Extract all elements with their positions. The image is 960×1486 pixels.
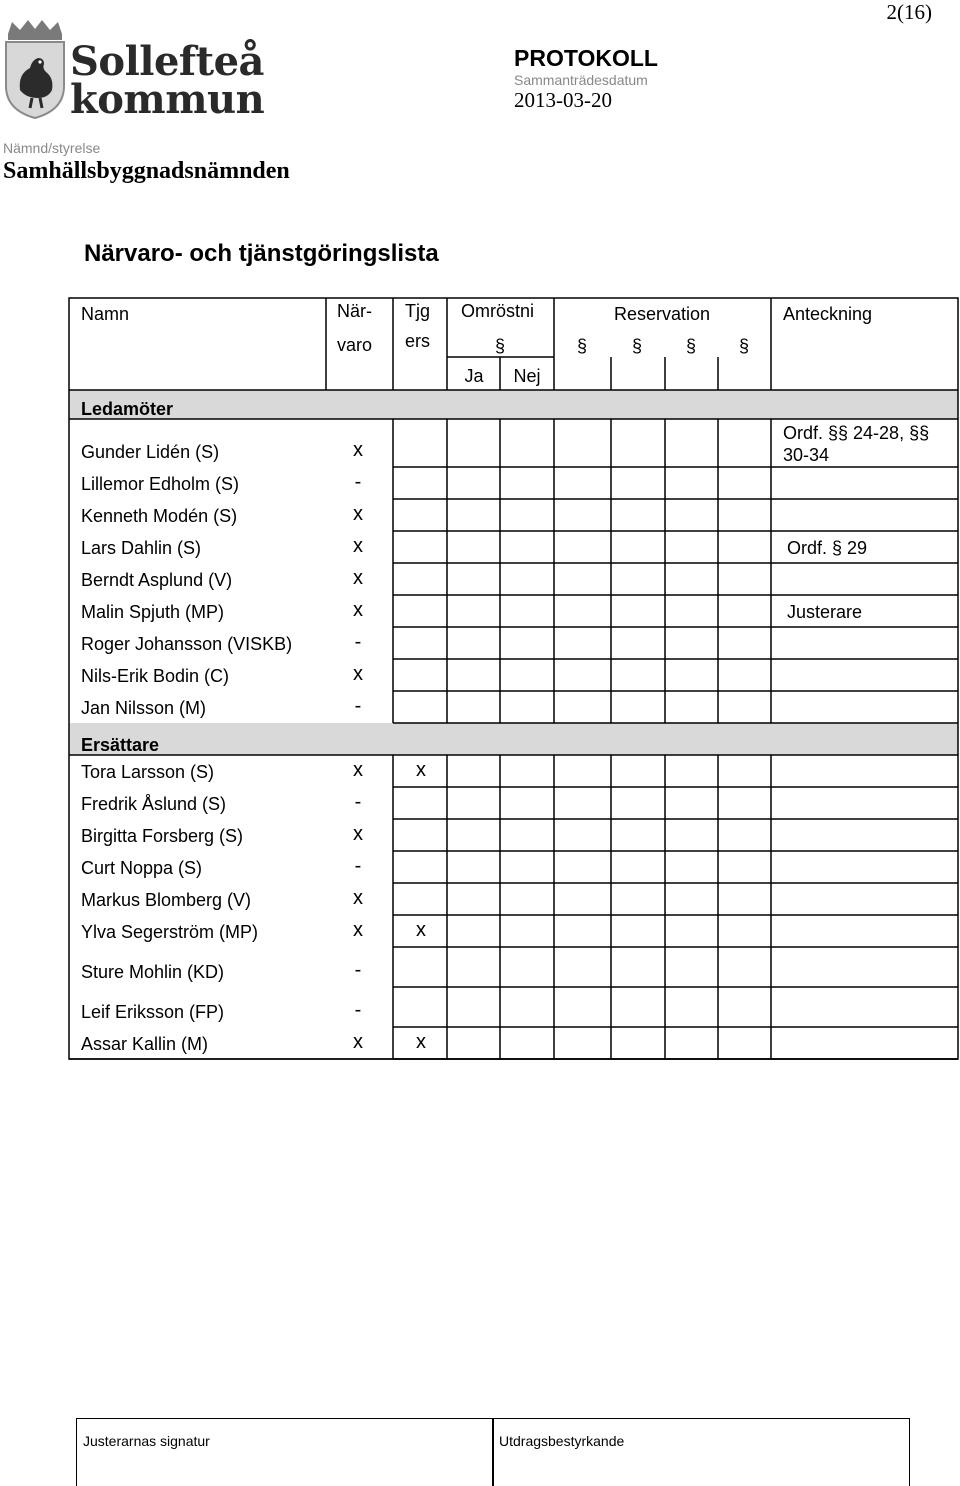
narvaro-mark: x <box>353 503 363 525</box>
utdragsbestyrkande-label: Utdragsbestyrkande <box>499 1433 625 1449</box>
header-paragraph-symbol-3: § <box>685 336 697 356</box>
logo-word-sollefte: Sollefteå <box>70 38 264 85</box>
narvaro-mark: x <box>353 1031 363 1053</box>
anteckning-line-2: 30-34 <box>783 445 830 465</box>
narvaro-mark: - <box>354 855 362 877</box>
member-name: Sture Mohlin (KD) <box>81 962 225 982</box>
narvaro-mark: x <box>353 535 363 557</box>
tjg-mark: x <box>416 1031 426 1053</box>
narvaro-mark: - <box>354 695 362 717</box>
narvaro-mark: - <box>354 959 362 981</box>
member-name: Lars Dahlin (S) <box>81 538 202 558</box>
member-name: Ylva Segerström (MP) <box>81 922 259 942</box>
anteckning: Justerare <box>787 602 863 622</box>
narvaro-mark: - <box>354 999 362 1021</box>
attendance-list-title: Närvaro- och tjänstgöringslista <box>84 240 439 267</box>
member-name: Gunder Lidén (S) <box>81 442 220 462</box>
member-name: Tora Larsson (S) <box>81 762 215 782</box>
member-name: Roger Johansson (VISKB) <box>81 634 293 654</box>
header-omrostning: Omröstni <box>461 301 535 321</box>
header-paragraph-symbol-4: § <box>738 336 750 356</box>
signature-box-utdrag <box>492 1418 910 1486</box>
anteckning: Ordf. § 29 <box>787 538 868 558</box>
member-name: Assar Kallin (M) <box>81 1034 209 1054</box>
narvaro-mark: - <box>354 631 362 653</box>
header-tjg-1: Tjg <box>405 301 431 321</box>
narvaro-mark: x <box>353 887 363 909</box>
header-narvaro-1: När- <box>337 301 372 321</box>
narvaro-mark: x <box>353 599 363 621</box>
member-name: Malin Spjuth (MP) <box>81 602 225 622</box>
header-paragraph-symbol-2: § <box>631 336 643 356</box>
board-name: Samhällsbyggnadsnämnden <box>3 158 290 184</box>
tjg-mark: x <box>416 759 426 781</box>
narvaro-mark: x <box>353 823 363 845</box>
section-header-band <box>69 723 958 755</box>
header-reservation: Reservation <box>613 304 711 324</box>
document-type-title: PROTOKOLL <box>514 45 658 71</box>
header-namn: Namn <box>81 304 130 324</box>
narvaro-mark: x <box>353 919 363 941</box>
signature-box-justerare <box>76 1418 494 1486</box>
logo-word-kommun: kommun <box>70 76 265 123</box>
member-name: Kenneth Modén (S) <box>81 506 238 526</box>
meeting-date-label: Sammanträdesdatum <box>514 72 648 88</box>
section-header-band <box>69 390 958 419</box>
member-name: Nils-Erik Bodin (C) <box>81 666 230 686</box>
anteckning-line-1: Ordf. §§ 24-28, §§ <box>783 423 930 443</box>
member-name: Markus Blomberg (V) <box>81 890 252 910</box>
header-paragraph-symbol-0: § <box>494 336 506 356</box>
narvaro-mark: x <box>353 759 363 781</box>
narvaro-mark: x <box>353 567 363 589</box>
member-name: Lillemor Edholm (S) <box>81 474 240 494</box>
narvaro-mark: - <box>354 791 362 813</box>
header-anteckning: Anteckning <box>783 304 873 324</box>
narvaro-mark: x <box>353 663 363 685</box>
meeting-date: 2013-03-20 <box>514 88 612 112</box>
narvaro-mark: - <box>354 471 362 493</box>
justerarnas-signatur-label: Justerarnas signatur <box>83 1433 210 1449</box>
member-name: Berndt Asplund (V) <box>81 570 233 590</box>
member-name: Fredrik Åslund (S) <box>81 794 227 814</box>
member-name: Curt Noppa (S) <box>81 858 203 878</box>
header-narvaro-2: varo <box>337 335 373 355</box>
member-name: Birgitta Forsberg (S) <box>81 826 244 846</box>
section-title-0: Ledamöter <box>81 399 174 419</box>
page-number: 2(16) <box>886 0 932 24</box>
member-name: Jan Nilsson (M) <box>81 698 207 718</box>
tjg-mark: x <box>416 919 426 941</box>
narvaro-mark: x <box>353 439 363 461</box>
section-title-1: Ersättare <box>81 735 160 755</box>
board-label: Nämnd/styrelse <box>3 140 101 156</box>
header-paragraph-symbol-1: § <box>576 336 588 356</box>
header-tjg-2: ers <box>405 331 431 351</box>
header-nej: Nej <box>513 366 541 386</box>
header-ja: Ja <box>464 366 484 386</box>
member-name: Leif Eriksson (FP) <box>81 1002 225 1022</box>
